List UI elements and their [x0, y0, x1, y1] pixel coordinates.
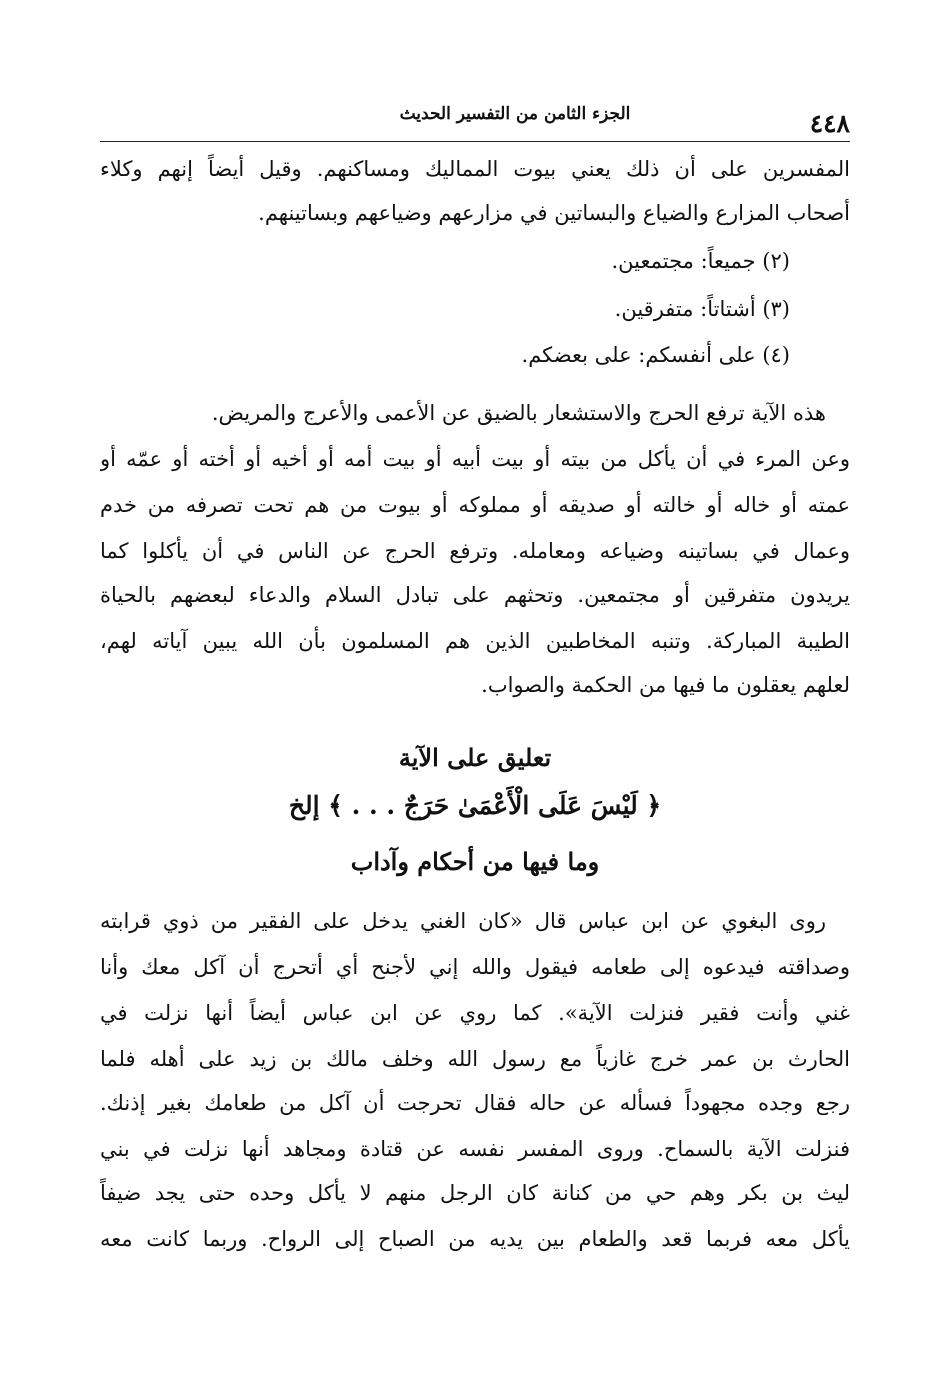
text-line: غني وأنت فقير فنزلت الآية». كما روي عن ابن عباس أيضاً أنها نزلت في — [100, 1001, 850, 1025]
text-line: يأكل معه فربما قعد والطعام بين يديه من الصباح إلى الرواح. وربما كانت معه — [100, 1227, 850, 1251]
section-heading: تعليق على الآية — [398, 743, 552, 772]
text-line: الحارث بن عمر خرج غازياً مع رسول الله وخلف مالك بن زيد على أهله فلما — [100, 1047, 850, 1071]
header-rule — [100, 141, 850, 142]
section-subheading: وما فيها من أحكام وآداب — [350, 847, 600, 876]
text-line: يريدون متفرقين أو مجتمعين. وتحثهم على تبادل السلام والدعاء لبعضهم بالحياة — [100, 583, 850, 607]
text-line: لعلهم يعقلون ما فيها من الحكمة والصواب. — [481, 673, 850, 697]
text-line: وصداقته فيدعوه إلى طعامه فيقول والله إني لأجنح أي أتحرج أن آكل معك وأنا — [100, 955, 850, 979]
text-line: روى البغوي عن ابن عباس قال «كان الغني يدخل على الفقير من ذوي قرابته — [100, 909, 826, 933]
text-line: أصحاب المزارع والضياع والبساتين في مزارعهم وضياعهم وبساتينهم. — [258, 201, 850, 225]
running-title: الجزء الثامن من التفسير الحديث — [399, 104, 631, 124]
text-line: فنزلت الآية بالسماح. وروى المفسر نفسه عن قتادة ومجاهد أنها نزلت في بني — [100, 1137, 850, 1161]
page-number: ٤٤٨ — [809, 109, 850, 138]
text-line: رجع وجده مجهوداً فسأله عن حاله فقال تحرجت أن آكل من طعامك بغير إذنك. — [100, 1091, 850, 1115]
text-line: الطيبة المباركة. وتنبه المخاطبين الذين هم المسلمون بأن الله يبين آياته لهم، — [100, 629, 850, 653]
text-line: المفسرين على أن ذلك يعني بيوت المماليك ومساكنهم. وقيل أيضاً إنهم وكلاء — [100, 157, 850, 181]
text-line: ليث بن بكر وهم حي من كنانة كان الرجل منهم لا يأكل وحده حتى يجد ضيفاً — [100, 1181, 850, 1205]
text-line: وعن المرء في أن يأكل من بيته أو بيت أبيه أو بيت أمه أو أخيه أو أخته أو عمّه أو — [100, 447, 850, 471]
note-item: (٢) جميعاً: مجتمعين. — [611, 249, 790, 273]
note-item: (٤) على أنفسكم: على بعضكم. — [521, 343, 790, 367]
text-line: عمته أو خاله أو خالته أو صديقه أو مملوكه أو بيوت من هم تحت تصرفه من خدم — [100, 493, 850, 517]
page-header — [100, 100, 850, 140]
text-line: هذه الآية ترفع الحرج والاستشعار بالضيق عن الأعمى والأعرج والمريض. — [211, 401, 826, 425]
note-item: (٣) أشتاتاً: متفرقين. — [614, 297, 790, 321]
verse-heading: ﴿ لَيْسَ عَلَى الْأَعْمَىٰ حَرَجٌ . . . ﴾ إلخ — [288, 791, 662, 820]
text-line: وعمال في بساتينه وضياعه ومعامله. وترفع الحرج عن الناس في أن يأكلوا كما — [100, 539, 850, 563]
